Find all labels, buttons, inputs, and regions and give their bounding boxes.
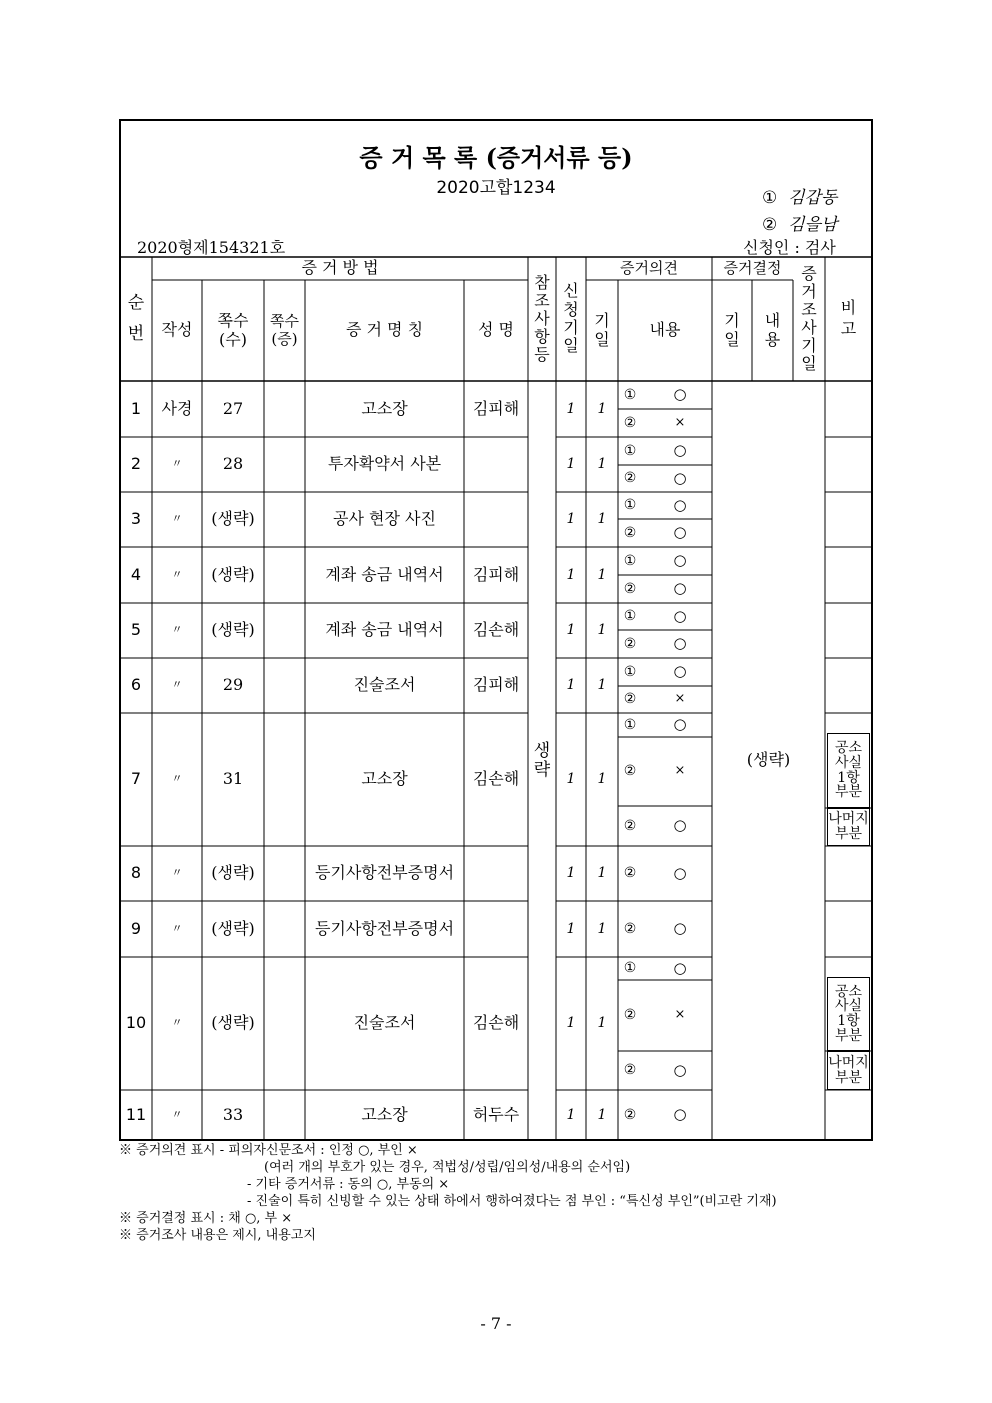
row-author: 〃 [171,512,183,526]
note-line: (여러 개의 부호가 있는 경우, 적법성/성립/임의성/내용의 순서임) [264,1160,631,1175]
opinion-mark: ○ [673,1060,687,1079]
header-evidence-name: 증 거 명 칭 [345,320,424,340]
row-opinion-date: 1 [597,566,607,583]
row-opinion-date: 1 [597,622,607,639]
row-author: 사경 [161,398,193,418]
row-page: 29 [222,675,244,695]
row-apply-date: 1 [566,771,576,788]
row-number: 4 [130,564,142,584]
row-apply-date: 1 [566,511,576,528]
opinion-defendant-mark: ② [623,470,637,487]
header-page-jeung: 쪽수 (증) [270,312,299,348]
row-opinion-date: 1 [597,456,607,473]
note-line: - 진술이 특히 신빙할 수 있는 상태 하에서 행하여졌다는 점 부인 : “특신성 부인”(비고란 기재) [247,1194,777,1209]
row-person [464,492,528,547]
row-page: (생략) [211,918,255,938]
opinion-mark: ○ [673,919,687,938]
row-remark: 나머지 부분 [827,1051,870,1090]
header-exam-date: 증 거 조 사 기 일 [801,264,817,373]
opinion-mark: ○ [673,495,687,514]
prosecution-number: 2020형제154321호 [137,238,286,257]
row-apply-date: 1 [566,622,576,639]
note-line: ※ 증거결정 표시 : 채 ○, 부 × [119,1211,293,1226]
header-apply-date: 신 청 기 일 [563,281,579,356]
opinion-defendant-mark: ② [623,1007,637,1024]
opinion-defendant-mark: ① [623,716,637,733]
row-evidence-name: 등기사항전부증명서 [314,863,455,883]
row-apply-date: 1 [566,1015,576,1032]
header-decision: 증거결정 [723,258,782,277]
row-page: (생략) [211,863,255,883]
row-person [464,437,528,492]
opinion-defendant-mark: ② [623,763,637,780]
opinion-mark: ○ [673,715,687,734]
decision-merged: (생략) [746,750,791,770]
row-evidence-name: 등기사항전부증명서 [314,918,455,938]
row-person: 김피해 [472,675,520,695]
header-decision-date: 기 일 [724,311,740,349]
opinion-defendant-mark: ② [623,920,637,937]
row-apply-date: 1 [566,1106,576,1123]
defendant-1: ① 김갑동 [762,188,838,208]
row-person [464,901,528,957]
row-opinion-date: 1 [597,677,607,694]
row-person: 김손해 [472,620,520,640]
opinion-defendant-mark: ① [623,608,637,625]
row-number: 3 [130,509,142,529]
opinion-defendant-mark: ① [623,663,637,680]
defendant-2: ② 김을남 [762,215,838,235]
opinion-mark: ○ [673,816,687,835]
row-evidence-name: 투자확약서 사본 [327,454,442,474]
legend-notes [119,1142,777,1244]
header-method: 증 거 방 법 [301,258,379,278]
row-opinion-date: 1 [597,400,607,417]
row-number: 8 [130,863,142,883]
row-author: 〃 [171,623,183,637]
row-apply-date: 1 [566,677,576,694]
row-remark: 공소 사실 1항 부분 [827,733,870,808]
opinion-mark: ○ [673,863,687,882]
opinion-defendant-mark: ① [623,497,637,514]
reference-merged: 생 략 [533,740,551,780]
page-number: - 7 - [480,1314,512,1333]
opinion-mark: × [674,763,686,779]
row-evidence-name: 고소장 [361,398,408,418]
row-person: 김손해 [472,769,520,789]
case-number: 2020고합1234 [436,178,556,198]
header-seq: 순 번 [127,293,145,344]
opinion-defendant-mark: ① [623,386,637,403]
note-line: ※ 증거의견 표시 - 피의자신문조서 : 인정 ○, 부인 × [119,1143,418,1158]
row-author: 〃 [171,772,183,786]
row-evidence-name: 고소장 [361,769,408,789]
row-author: 〃 [171,1107,183,1121]
header-person: 성 명 [478,320,514,340]
row-number: 7 [130,769,142,789]
opinion-mark: × [674,1007,686,1023]
opinion-mark: ○ [673,523,687,542]
row-apply-date: 1 [566,456,576,473]
row-author: 〃 [171,678,183,692]
page-title: 증 거 목 록 (증거서류 등) [359,143,633,172]
row-opinion-date: 1 [597,920,607,937]
opinion-mark: ○ [673,606,687,625]
row-evidence-name: 고소장 [361,1104,408,1124]
row-apply-date: 1 [566,566,576,583]
header-opinion: 증거의견 [620,258,678,277]
header-decision-content: 내 용 [764,311,781,349]
header-author: 작성 [161,320,193,340]
opinion-defendant-mark: ② [623,1062,637,1079]
note-line: ※ 증거조사 내용은 제시, 내용고지 [119,1228,316,1243]
opinion-mark: ○ [673,441,687,460]
row-author: 〃 [171,457,183,471]
row-page: (생략) [211,1013,255,1033]
row-opinion-date: 1 [597,1106,607,1123]
opinion-defendant-mark: ② [623,691,637,708]
opinion-defendant-mark: ① [623,552,637,569]
opinion-mark: ○ [673,468,687,487]
opinion-mark: ○ [673,634,687,653]
row-author: 〃 [171,866,183,880]
opinion-defendant-mark: ② [623,817,637,834]
opinion-mark: × [674,414,686,430]
row-evidence-name: 진술조서 [353,1013,416,1033]
row-author: 〃 [171,567,183,581]
row-apply-date: 1 [566,400,576,417]
opinion-defendant-mark: ② [623,1106,637,1123]
applicant: 신청인 : 검사 [743,238,836,257]
row-page: 28 [222,454,244,474]
opinion-defendant-mark: ② [623,414,637,431]
row-page: 33 [222,1104,244,1124]
opinion-mark: ○ [673,385,687,404]
note-line: - 기타 증거서류 : 동의 ○, 부동의 × [247,1177,450,1192]
row-person [464,846,528,901]
opinion-defendant-mark: ② [623,524,637,541]
row-page: 27 [222,398,244,418]
row-person: 김손해 [472,1013,520,1033]
row-number: 6 [130,675,142,695]
row-number: 10 [125,1013,147,1033]
row-opinion-date: 1 [597,1015,607,1032]
row-page: (생략) [211,620,255,640]
opinion-defendant-mark: ② [623,865,637,882]
opinion-mark: ○ [673,1105,687,1124]
row-remark: 공소 사실 1항 부분 [827,977,870,1051]
header-page-su: 쪽수 (수) [217,311,249,349]
row-page: (생략) [211,509,255,529]
row-evidence-name: 계좌 송금 내역서 [325,620,444,640]
opinion-mark: ○ [673,958,687,977]
row-number: 9 [130,918,142,938]
opinion-defendant-mark: ① [623,442,637,459]
row-page: 31 [222,769,244,789]
row-person: 허두수 [472,1104,520,1124]
row-evidence-name: 계좌 송금 내역서 [325,564,444,584]
row-opinion-date: 1 [597,865,607,882]
row-number: 11 [125,1104,147,1124]
row-apply-date: 1 [566,865,576,882]
opinion-defendant-mark: ② [623,635,637,652]
row-number: 2 [130,454,142,474]
row-evidence-name: 진술조서 [353,675,416,695]
opinion-mark: ○ [673,579,687,598]
row-remark: 나머지 부분 [827,808,870,846]
row-page: (생략) [211,564,255,584]
row-evidence-name: 공사 현장 사진 [333,509,436,529]
row-opinion-date: 1 [597,511,607,528]
opinion-mark: × [674,691,686,707]
opinion-defendant-mark: ② [623,580,637,597]
row-person: 김피해 [472,398,520,418]
header-remarks: 비 고 [840,298,857,338]
opinion-mark: ○ [673,551,687,570]
header-opinion-content: 내용 [649,320,681,340]
opinion-defendant-mark: ① [623,960,637,977]
row-person: 김피해 [472,564,520,584]
header-opinion-date: 기 일 [594,311,610,349]
row-apply-date: 1 [566,920,576,937]
row-number: 1 [130,398,142,418]
header-reference: 참 조 사 항 등 [534,273,550,364]
row-author: 〃 [171,1016,183,1030]
row-number: 5 [130,620,142,640]
opinion-mark: ○ [673,662,687,681]
row-opinion-date: 1 [597,771,607,788]
row-author: 〃 [171,921,183,935]
